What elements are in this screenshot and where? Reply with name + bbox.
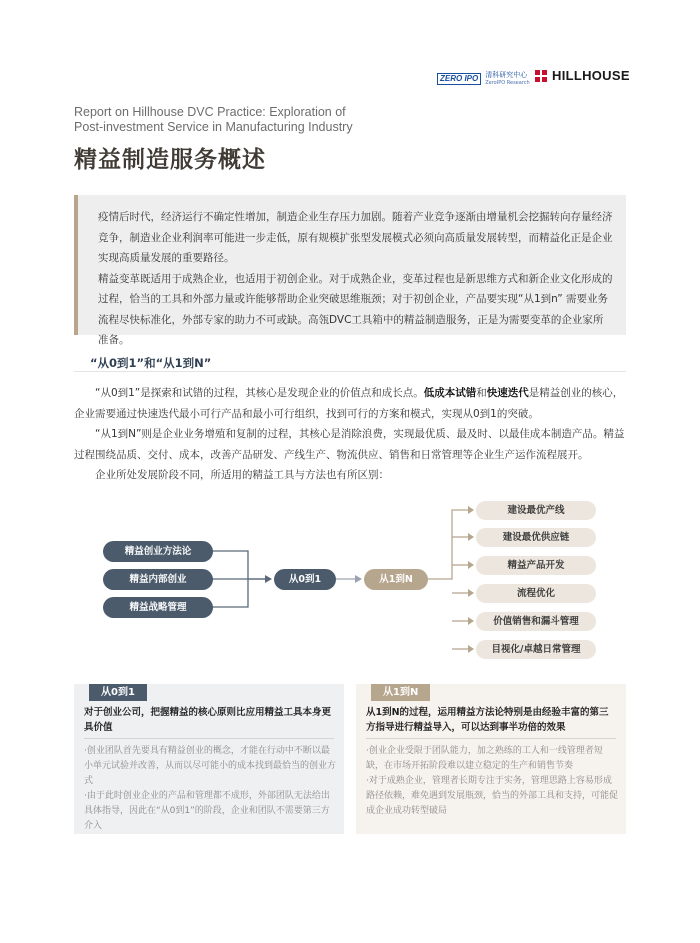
zero-to-one-bullet-1: ·创业团队首先要具有精益创业的概念，才能在行动中不断以最小单元试验并改善，从而以尽可能小的成本找到最恰当的创业方式 (84, 746, 337, 786)
report-title: Report on Hillhouse DVC Practice: Exploration of Post-investment Service in Manufacturing Industry (74, 105, 353, 134)
left-item-lean-intrapreneurship: 精益内部创业 (103, 569, 213, 590)
one-to-n-tag: 从1到N (371, 684, 430, 701)
section-divider (74, 371, 626, 372)
section-heading: “从0到1”和“从1到N” (90, 356, 212, 370)
intro-text (98, 207, 613, 351)
body-paragraph-1: “从0到1”是探索和试错的过程，其核心是发现企业的价值点和成长点。低成本试错和快速迭代是精益创业的核心，企业需要通过快速迭代最小可行产品和最小可行组织，找到可行的方案和模式，实现从0到1的突破。 (74, 387, 624, 420)
one-to-n-body (366, 744, 618, 819)
right-item-optimal-supply-chain: 建设最优供应链 (476, 528, 596, 547)
right-item-lean-product-dev: 精益产品开发 (476, 556, 596, 575)
one-to-n-bullet-1: ·创业企业受限于团队能力，加之熟练的工人和一线管理者短缺，在市场开拓阶段难以建立稳定的生产和销售节奏 (366, 746, 603, 771)
hillhouse-mark-icon (535, 70, 547, 82)
zero-to-one-tag: 从0到1 (89, 684, 147, 701)
body-text (74, 383, 630, 486)
zero-ipo-en-label: ZeroIPO Research (485, 80, 530, 86)
one-to-n-bullet-2: ·对于成熟企业，管理者长期专注于实务，管理思路上容易形成路径依赖，难免遇到发展瓶颈，恰当的外部工具和支持，可能促成企业成功转型破局 (366, 776, 619, 816)
right-item-optimal-line: 建设最优产线 (476, 501, 596, 520)
page-title: 精益制造服务概述 (74, 147, 266, 173)
right-item-value-selling: 价值销售和漏斗管理 (476, 612, 596, 631)
right-item-visual-management: 目视化/卓越日常管理 (476, 640, 596, 659)
left-item-lean-startup: 精益创业方法论 (103, 541, 213, 562)
zero-to-one-heading: 对于创业公司，把握精益的核心原则比应用精益工具本身更具价值 (84, 707, 332, 733)
one-to-n-divider (366, 738, 616, 739)
hillhouse-wordmark: HILLHOUSE (552, 68, 630, 83)
zero-ipo-mark: ZERO IPO (437, 73, 481, 85)
one-to-n-box (356, 684, 626, 834)
zero-ipo-logo (437, 71, 530, 87)
one-to-n-heading: 从1到N的过程，运用精益方法论特别是由经验丰富的第三方指导进行精益导入，可以达到事半功倍的效果 (366, 707, 609, 733)
zero-to-one-divider (84, 738, 334, 739)
intro-paragraph-2: 精益变革既适用于成熟企业，也适用于初创企业。对于成熟企业，变革过程也是新思维方式和新企业文化形成的过程，恰当的工具和外部力量或许能够帮助企业突破思维瓶颈；对于初创企业，产品要实现“从1到n” 需要业务流程尽快标准化，外部专家的助力不可或缺。高瓴DVC工具箱中的精益制造服务，正是为需要变革的企业家所准备。 (98, 272, 613, 346)
hillhouse-logo (535, 68, 630, 83)
center-zero-to-one: 从0到1 (274, 569, 336, 590)
left-item-lean-strategy: 精益战略管理 (103, 597, 213, 618)
intro-accent-bar (74, 195, 78, 335)
zero-to-one-body (84, 744, 336, 834)
center-one-to-n: 从1到N (364, 569, 428, 590)
intro-paragraph-1: 疫情后时代，经济运行不确定性增加，制造企业生存压力加剧。随着产业竞争逐渐由增量机会挖掘转向存量经济竞争，制造业企业利润率可能进一步走低，原有规模扩张型发展模式必须向高质量发展转型，而精益化正是企业实现高质量发展的重要路径。 (98, 211, 613, 264)
zero-ipo-cn-label: 清科研究中心 (485, 71, 528, 79)
right-item-process-optimization: 流程优化 (476, 584, 596, 603)
zero-to-one-bullet-2: ·由于此时创业企业的产品和管理都不成形，外部团队无法给出具体指导，因此在“从0到1”的阶段，企业和团队不需要第三方介入 (84, 791, 330, 831)
body-paragraph-3: 企业所处发展阶段不同，所适用的精益工具与方法也有所区别： (95, 469, 389, 481)
zero-to-one-box (74, 684, 344, 834)
body-paragraph-2: “从1到N”则是企业业务增殖和复制的过程，其核心是消除浪费，实现最优质、最及时、以最佳成本制造产品。精益过程围绕品质、交付、成本，改善产品研发、产线生产、物流供应、销售和日常管理等企业生产运作流程展开。 (74, 428, 625, 461)
